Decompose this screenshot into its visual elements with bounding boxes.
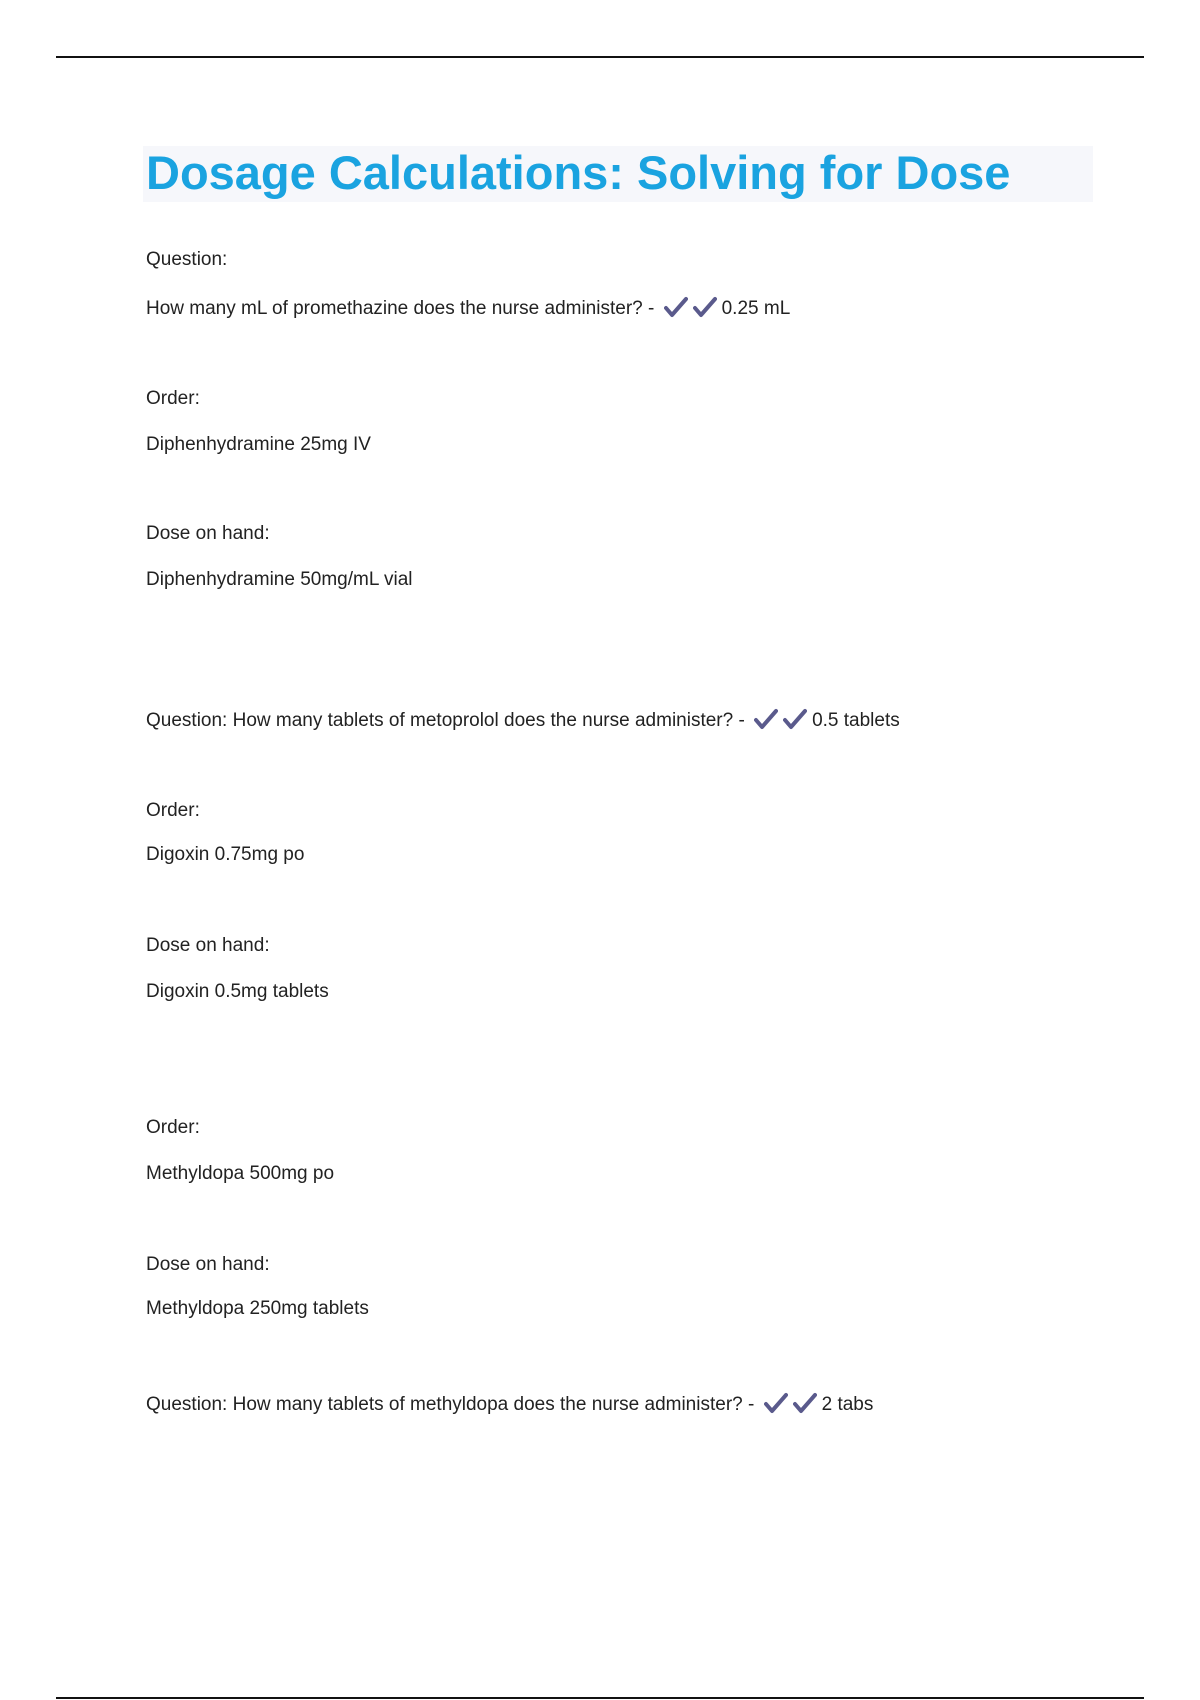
answer-value: 2 tabs — [821, 1394, 874, 1415]
answer-value: 0.25 mL — [721, 298, 791, 319]
bottom-rule — [56, 1697, 1144, 1699]
question-text: Question: How many tablets of metoprolol does the nurse administer? - 0.5 tablets — [146, 710, 900, 731]
order-label: Order: — [146, 800, 200, 821]
top-rule — [56, 56, 1144, 58]
question-text: How many mL of promethazine does the nurse administer? - 0.25 mL — [146, 298, 791, 319]
answer-checks — [764, 1394, 822, 1415]
order-value: Diphenhydramine 25mg IV — [146, 434, 371, 455]
page-title: Dosage Calculations: Solving for Dose — [146, 146, 1011, 199]
dose-on-hand-value: Methyldopa 250mg tablets — [146, 1298, 369, 1319]
dose-on-hand-label: Dose on hand: — [146, 935, 270, 956]
question-label: Question: — [146, 249, 228, 270]
order-value: Methyldopa 500mg po — [146, 1163, 335, 1184]
dose-on-hand-label: Dose on hand: — [146, 523, 270, 544]
check-mark-icon — [764, 1392, 788, 1414]
check-mark-icon — [793, 1392, 817, 1414]
dose-on-hand-value: Diphenhydramine 50mg/mL vial — [146, 569, 413, 590]
answer-checks — [664, 298, 722, 319]
dose-on-hand-value: Digoxin 0.5mg tablets — [146, 981, 329, 1002]
answer-value: 0.5 tablets — [812, 710, 900, 731]
dose-on-hand-label: Dose on hand: — [146, 1254, 270, 1275]
check-mark-icon — [693, 296, 717, 318]
order-value: Digoxin 0.75mg po — [146, 844, 305, 865]
check-mark-icon — [664, 296, 688, 318]
check-mark-icon — [754, 708, 778, 730]
order-label: Order: — [146, 388, 200, 409]
check-mark-icon — [783, 708, 807, 730]
question-text: Question: How many tablets of methyldopa does the nurse administer? - 2 tabs — [146, 1394, 874, 1415]
order-label: Order: — [146, 1117, 200, 1138]
answer-checks — [754, 710, 812, 731]
